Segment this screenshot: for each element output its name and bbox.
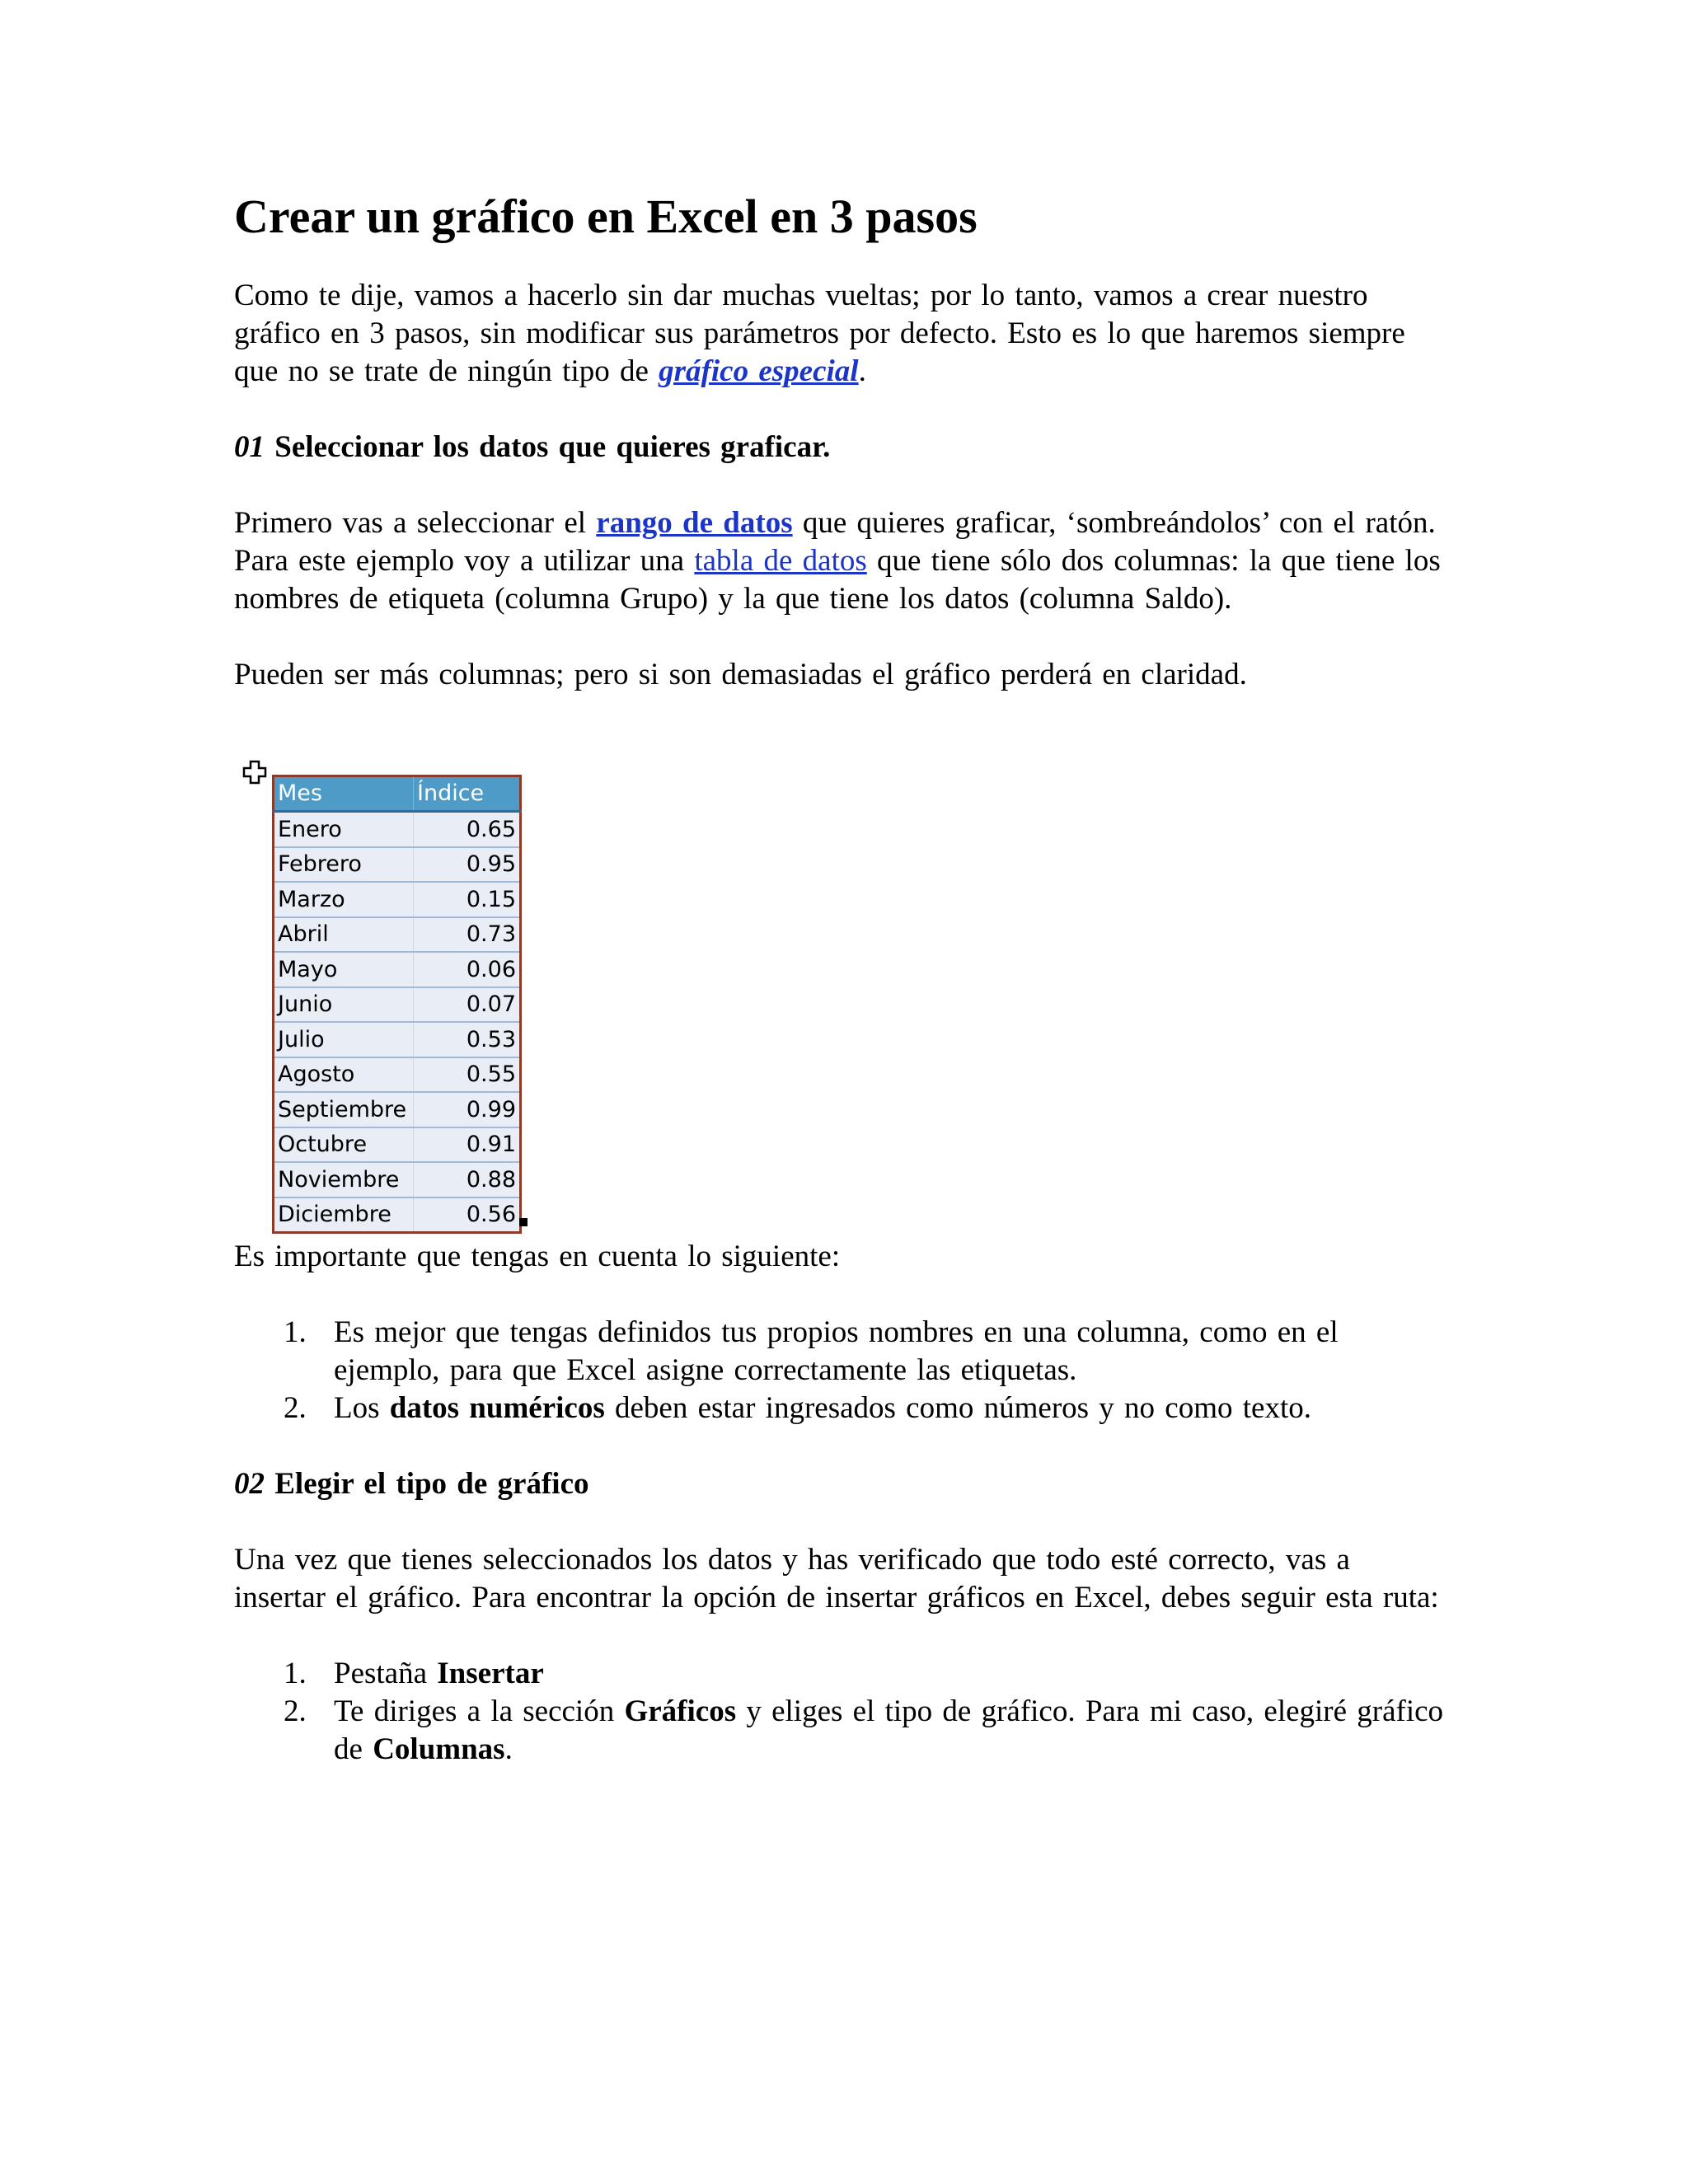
list-text-mid: y eliges el tipo de gráfico. Para mi caso, elegiré gráfico de (334, 1694, 1444, 1766)
cell-mes: Febrero (274, 847, 414, 883)
intro-end: . (858, 354, 866, 388)
cell-indice: 0.65 (414, 812, 521, 847)
list-text: Es mejor que tengas definidos tus propios nombres en una columna, como en el ejemplo, para que Excel asigne correctamente las etiquetas. (334, 1315, 1339, 1387)
cell-indice: 0.99 (414, 1092, 521, 1127)
cell-indice: 0.95 (414, 847, 521, 883)
cell-mes: Junio (274, 987, 414, 1023)
table-row (274, 1092, 521, 1127)
list-number: 2. (284, 1694, 307, 1728)
table-row (274, 1022, 521, 1057)
cell-mes: Marzo (274, 882, 414, 917)
cell-mes: Octubre (274, 1127, 414, 1163)
step1-title: Seleccionar los datos que quieres graficar. (274, 429, 831, 464)
cell-indice: 0.56 (414, 1197, 521, 1233)
excel-data-table[interactable] (272, 775, 522, 1235)
step2-heading (234, 1465, 1446, 1503)
grafico-especial-link[interactable]: gráfico especial (659, 354, 859, 388)
cell-indice: 0.73 (414, 917, 521, 953)
list-item (234, 1314, 1446, 1390)
list-text: Los (334, 1390, 390, 1425)
cell-indice: 0.06 (414, 952, 521, 987)
step2-title: Elegir el tipo de gráfico (274, 1466, 589, 1501)
table-row (274, 987, 521, 1023)
intro-paragraph (234, 277, 1446, 391)
list-number: 2. (284, 1390, 307, 1425)
cell-mes: Septiembre (274, 1092, 414, 1127)
cell-mes: Diciembre (274, 1197, 414, 1233)
list-number: 1. (284, 1315, 307, 1349)
table-row (274, 1162, 521, 1197)
cell-indice: 0.53 (414, 1022, 521, 1057)
header-indice: Índice (414, 776, 521, 812)
intro-text: Como te dije, vamos a hacerlo sin dar muchas vueltas; por lo tanto, vamos a crear nuestro gráfico en 3 pasos, sin modificar sus parámetros por defecto. Esto es lo que haremos siempre que no se trate de ningún tipo de (234, 278, 1405, 388)
cell-mes: Mayo (274, 952, 414, 987)
cell-indice: 0.15 (414, 882, 521, 917)
step1-text-a: Primero vas a seleccionar el (234, 505, 597, 540)
list-text-end: deben estar ingresados como números y no como texto. (604, 1390, 1311, 1425)
table-row (274, 1127, 521, 1163)
list-bold-text: Gráficos (624, 1694, 737, 1728)
cell-indice: 0.91 (414, 1127, 521, 1163)
move-cross-icon (242, 760, 267, 785)
selection-fill-handle[interactable] (519, 1218, 528, 1226)
step1-number: 01 (234, 429, 265, 464)
cell-indice: 0.55 (414, 1057, 521, 1093)
list-item (234, 1693, 1446, 1769)
page-title: Crear un gráfico en Excel en 3 pasos (234, 190, 978, 243)
table-row (274, 847, 521, 883)
cell-mes: Abril (274, 917, 414, 953)
cell-mes: Noviembre (274, 1162, 414, 1197)
list-bold-text: datos numéricos (389, 1390, 605, 1425)
list-bold-text-2: Columnas (373, 1732, 505, 1766)
step1-heading (234, 429, 1446, 466)
table-row (274, 812, 521, 847)
list-item (234, 1655, 1446, 1693)
step1-text-c: que tiene sólo dos columnas: la que tiene los nombres de etiqueta (columna Grupo) y la que tiene los datos (columna Saldo). (234, 543, 1441, 616)
step1-paragraph (234, 504, 1446, 618)
table-row (274, 1057, 521, 1093)
table-header-row (274, 776, 521, 812)
step1-note: Pueden ser más columnas; pero si son demasiadas el gráfico perderá en claridad. (234, 657, 1247, 691)
rango-de-datos-link[interactable]: rango de datos (596, 505, 793, 540)
document-content (234, 188, 1446, 1769)
step2-number: 02 (234, 1466, 265, 1501)
table-row (274, 882, 521, 917)
excel-table-image (234, 760, 1446, 1238)
list-text: Pestaña (334, 1656, 438, 1690)
list-item (234, 1390, 1446, 1427)
table-row (274, 952, 521, 987)
cell-indice: 0.88 (414, 1162, 521, 1197)
step2-paragraph: Una vez que tienes seleccionados los datos y has verificado que todo esté correcto, vas a insertar el gráfico. Para encontrar la opción de insertar gráficos en Excel, debes seguir esta ruta: (234, 1542, 1439, 1615)
table-row (274, 1197, 521, 1233)
cell-mes: Julio (274, 1022, 414, 1057)
cell-indice: 0.07 (414, 987, 521, 1023)
tabla-de-datos-link[interactable]: tabla de datos (694, 543, 867, 578)
important-intro: Es importante que tengas en cuenta lo siguiente: (234, 1239, 841, 1273)
list-number: 1. (284, 1656, 307, 1690)
step2-list (234, 1655, 1446, 1769)
cell-mes: Enero (274, 812, 414, 847)
step1-text-b: que quieres graficar, ‘sombreándolos’ con el ratón. Para este ejemplo voy a utilizar una (234, 505, 1436, 578)
list-text-end: . (504, 1732, 513, 1766)
table-row (274, 917, 521, 953)
important-list (234, 1314, 1446, 1427)
cell-mes: Agosto (274, 1057, 414, 1093)
list-bold-text: Insertar (437, 1656, 544, 1690)
header-mes: Mes (274, 776, 414, 812)
list-text: Te diriges a la sección (334, 1694, 625, 1728)
